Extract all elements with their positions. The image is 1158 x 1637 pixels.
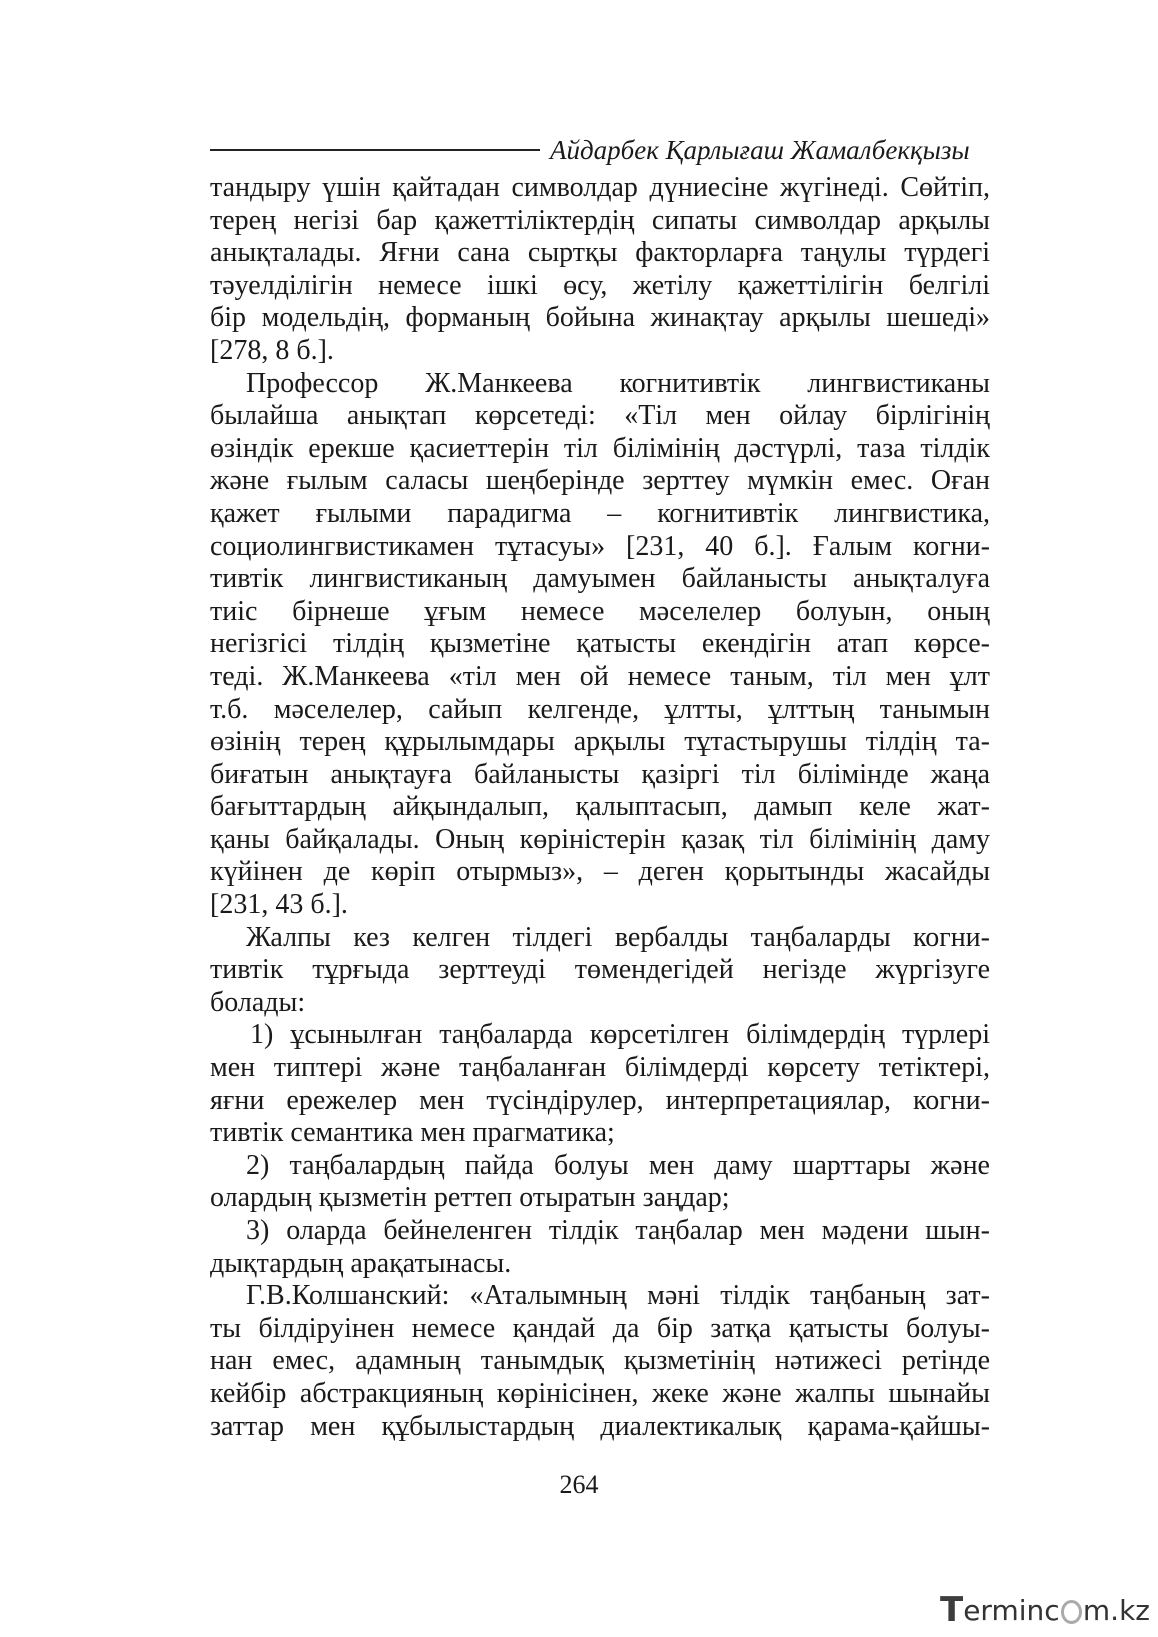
text-line: қажет ғылыми парадигма – когнитивтік лингвистика,: [210, 497, 990, 529]
header-rule: [210, 149, 540, 151]
text-line: яғни ережелер мен түсіндірулер, интерпретациялар, когни-: [210, 1084, 990, 1116]
text-line: анықталады. Яғни сана сыртқы факторларға таңулы түрдегі: [210, 237, 990, 269]
paragraph: [210, 368, 990, 922]
text-line: тиіс бірнеше ұғым немесе мәселелер болуын, оның: [210, 595, 990, 627]
text-line: теді. Ж.Манкеева «тіл мен ой немесе таным, тіл мен ұлт: [210, 660, 990, 692]
list-item: [210, 1215, 990, 1280]
paragraph: [210, 1280, 990, 1443]
running-header: [210, 132, 990, 168]
text-line: тивтік семантика мен прагматика;: [210, 1117, 615, 1149]
text-line: Профессор Ж.Манкеева когнитивтік лингвистиканы: [246, 367, 990, 399]
text-line: бағыттардың айқындалып, қалыптасып, дамып келе жат-: [210, 791, 990, 823]
text-line: т.б. мәселелер, сайып келгенде, ұлтты, ұлттың танымын: [210, 693, 990, 725]
paragraph: [210, 922, 990, 1020]
text-line: терең негізі бар қажеттіліктердің сипаты символдар арқылы: [210, 204, 990, 236]
text-line: олардың қызметін реттеп отыратын заңдар;: [210, 1182, 730, 1214]
page-number: 264: [559, 1470, 599, 1499]
text-line: өзіндік ерекше қасиеттерін тіл білімінің дәстүрлі, таза тілдік: [210, 432, 990, 464]
text-line: Жалпы кез келген тілдегі вербалды таңбаларды когни-: [246, 921, 990, 953]
text-line: және ғылым саласы шеңберінде зерттеу мүмкін емес. Оған: [210, 465, 990, 497]
text-line: күйінен де көріп отырмыз», – деген қорытынды жасайды: [210, 856, 990, 888]
text-line: 1) ұсынылған таңбаларда көрсетілген білімдердің түрлері: [250, 1019, 990, 1051]
text-line: ты білдіруінен немесе қандай да бір затқа қатысты болуы-: [210, 1312, 990, 1344]
text-line: тивтік тұрғыда зерттеуді төмендегідей негізде жүргізуге: [210, 954, 990, 986]
text-line: тандыру үшін қайтадан символдар дүниесіне жүгінеді. Сөйтіп,: [210, 172, 990, 203]
header-author: Айдарбек Қарлығаш Жамалбекқызы: [550, 134, 970, 165]
text-line: қаны байқалады. Оның көріністерін қазақ тіл білімінің даму: [210, 823, 990, 855]
paragraph: [210, 172, 990, 368]
text-line: мен типтері және таңбаланған білімдерді көрсету тетіктері,: [210, 1052, 990, 1084]
text-line: болады:: [210, 986, 306, 1018]
text-line: кейбір абстракцияның көрінісінен, жеке және жалпы шынайы: [210, 1377, 990, 1409]
text-line: [278, 8 б.].: [210, 334, 334, 366]
text-line: дықтардың арақатынасы.: [210, 1247, 512, 1279]
list-item: [210, 1019, 990, 1149]
text-line: өзінің терең құрылымдары арқылы тұтастырушы тілдің та-: [210, 726, 990, 758]
text-line: заттар мен құбылыстардың диалектикалық қарама-қайшы-: [210, 1410, 990, 1442]
text-line: бір модельдің, форманың бойына жинақтау арқылы шешеді»: [210, 302, 990, 334]
text-line: [231, 43 б.].: [210, 889, 348, 921]
list-item: [210, 1150, 990, 1215]
text-line: былайша анықтап көрсетеді: «Тіл мен ойлау бірлігінің: [210, 400, 990, 432]
text-line: нан емес, адамның танымдық қызметінің нәтижесі ретінде: [210, 1345, 990, 1377]
watermark-t: T: [940, 1590, 964, 1630]
text-line: 2) таңбалардың пайда болуы мен даму шарттары және: [246, 1149, 990, 1181]
text-line: тәуелділігін немесе ішкі өсу, жетілу қажеттілігін белгілі: [210, 269, 990, 301]
watermark-logo: [940, 1590, 1150, 1630]
text-line: биғатын анықтауға байланысты қазіргі тіл білімінде жаңа: [210, 758, 990, 790]
watermark-text-2: m.kz: [1082, 1593, 1150, 1627]
text-line: социолингвистикамен тұтасуы» [231, 40 б.]. Ғалым когни-: [210, 530, 990, 562]
body-text: [210, 172, 990, 1443]
watermark-text-1: erminc: [963, 1593, 1060, 1627]
text-line: 3) оларда бейнеленген тілдік таңбалар мен мәдени шын-: [246, 1215, 990, 1246]
text-line: Г.В.Колшанский: «Аталымның мәні тілдік таңбаның зат-: [246, 1280, 990, 1312]
watermark-o-icon: [1061, 1600, 1082, 1624]
text-line: тивтік лингвистиканың дамуымен байланысты анықталуға: [210, 563, 990, 595]
text-line: негізгісі тілдің қызметіне қатысты екендігін атап көрсе-: [210, 628, 990, 660]
